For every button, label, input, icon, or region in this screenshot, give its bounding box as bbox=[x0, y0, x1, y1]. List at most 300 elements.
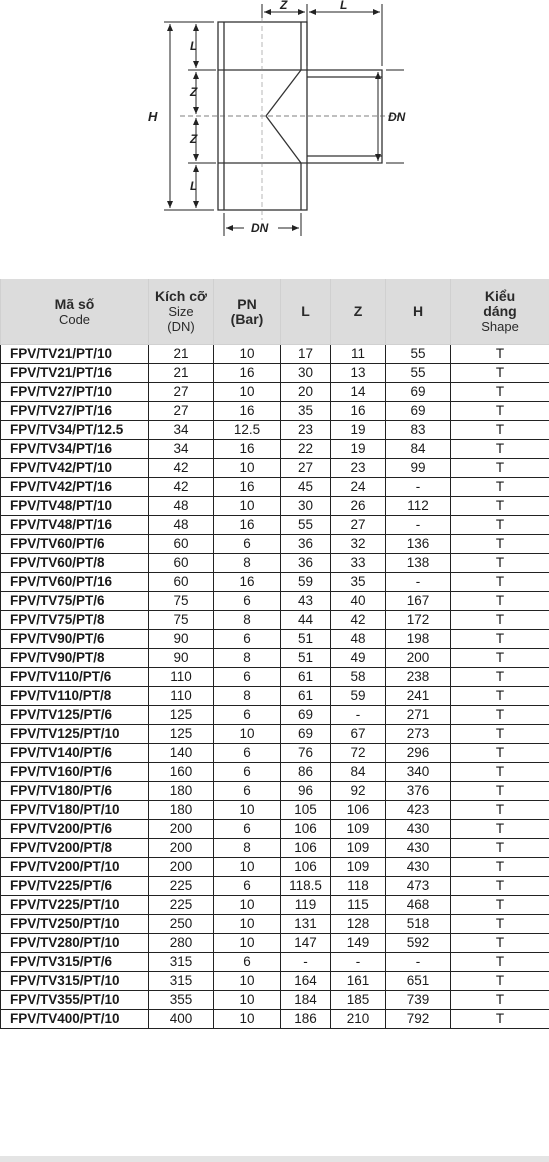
cell-code: FPV/TV42/PT/16 bbox=[1, 478, 149, 497]
cell-h: 792 bbox=[386, 1010, 451, 1029]
cell-shape: T bbox=[451, 687, 549, 706]
cell-h: - bbox=[386, 953, 451, 972]
cell-size: 42 bbox=[149, 459, 214, 478]
table-row bbox=[1, 991, 549, 1010]
cell-l: 51 bbox=[281, 649, 331, 668]
dim-label-z-upper: Z bbox=[190, 85, 198, 99]
cell-z: 24 bbox=[331, 478, 386, 497]
cell-code: FPV/TV125/PT/6 bbox=[1, 706, 149, 725]
cell-pn: 10 bbox=[214, 383, 281, 402]
table-row bbox=[1, 478, 549, 497]
table-row bbox=[1, 858, 549, 877]
cell-code: FPV/TV355/PT/10 bbox=[1, 991, 149, 1010]
cell-code: FPV/TV200/PT/8 bbox=[1, 839, 149, 858]
cell-size: 280 bbox=[149, 934, 214, 953]
cell-pn: 10 bbox=[214, 972, 281, 991]
tee-dimension-diagram bbox=[0, 0, 549, 262]
cell-z: 92 bbox=[331, 782, 386, 801]
cell-z: 40 bbox=[331, 592, 386, 611]
table-row bbox=[1, 915, 549, 934]
cell-z: 14 bbox=[331, 383, 386, 402]
header-size-en: Size bbox=[168, 304, 194, 319]
cell-size: 225 bbox=[149, 877, 214, 896]
cell-shape: T bbox=[451, 554, 549, 573]
cell-l: 86 bbox=[281, 763, 331, 782]
header-shape bbox=[451, 279, 549, 345]
cell-shape: T bbox=[451, 345, 549, 364]
table-row bbox=[1, 592, 549, 611]
cell-l: 147 bbox=[281, 934, 331, 953]
cell-h: 376 bbox=[386, 782, 451, 801]
cell-size: 110 bbox=[149, 687, 214, 706]
cell-pn: 8 bbox=[214, 554, 281, 573]
table-row bbox=[1, 516, 549, 535]
cell-pn: 16 bbox=[214, 478, 281, 497]
cell-h: 167 bbox=[386, 592, 451, 611]
cell-l: 30 bbox=[281, 364, 331, 383]
cell-size: 60 bbox=[149, 554, 214, 573]
table-row bbox=[1, 782, 549, 801]
cell-l: 131 bbox=[281, 915, 331, 934]
cell-z: 106 bbox=[331, 801, 386, 820]
cell-l: 118.5 bbox=[281, 877, 331, 896]
cell-pn: 10 bbox=[214, 896, 281, 915]
cell-h: - bbox=[386, 516, 451, 535]
cell-l: 45 bbox=[281, 478, 331, 497]
cell-z: 49 bbox=[331, 649, 386, 668]
cell-pn: 6 bbox=[214, 535, 281, 554]
cell-code: FPV/TV400/PT/10 bbox=[1, 1010, 149, 1029]
table-row bbox=[1, 744, 549, 763]
cell-l: 36 bbox=[281, 554, 331, 573]
cell-h: 592 bbox=[386, 934, 451, 953]
cell-z: 16 bbox=[331, 402, 386, 421]
cell-shape: T bbox=[451, 440, 549, 459]
dim-label-h: H bbox=[148, 109, 158, 124]
cell-pn: 6 bbox=[214, 953, 281, 972]
header-code-en: Code bbox=[58, 311, 91, 327]
cell-l: 106 bbox=[281, 839, 331, 858]
cell-pn: 6 bbox=[214, 782, 281, 801]
cell-shape: T bbox=[451, 592, 549, 611]
table-row bbox=[1, 345, 549, 364]
cell-pn: 10 bbox=[214, 725, 281, 744]
cell-pn: 10 bbox=[214, 497, 281, 516]
cell-l: 55 bbox=[281, 516, 331, 535]
cell-z: 27 bbox=[331, 516, 386, 535]
cell-l: 23 bbox=[281, 421, 331, 440]
cell-size: 75 bbox=[149, 592, 214, 611]
cell-shape: T bbox=[451, 820, 549, 839]
cell-z: 11 bbox=[331, 345, 386, 364]
cell-h: 172 bbox=[386, 611, 451, 630]
cell-z: 115 bbox=[331, 896, 386, 915]
cell-shape: T bbox=[451, 668, 549, 687]
cell-code: FPV/TV180/PT/6 bbox=[1, 782, 149, 801]
cell-l: 22 bbox=[281, 440, 331, 459]
cell-code: FPV/TV48/PT/16 bbox=[1, 516, 149, 535]
cell-size: 27 bbox=[149, 402, 214, 421]
cell-l: 59 bbox=[281, 573, 331, 592]
cell-h: 200 bbox=[386, 649, 451, 668]
cell-l: 184 bbox=[281, 991, 331, 1010]
dim-label-l-top: L bbox=[190, 39, 198, 53]
cell-shape: T bbox=[451, 383, 549, 402]
cell-code: FPV/TV48/PT/10 bbox=[1, 497, 149, 516]
cell-pn: 6 bbox=[214, 877, 281, 896]
header-h bbox=[386, 279, 451, 345]
table-row bbox=[1, 364, 549, 383]
cell-shape: T bbox=[451, 706, 549, 725]
dim-label-l-right: L bbox=[340, 0, 348, 12]
cell-pn: 6 bbox=[214, 820, 281, 839]
header-shape-vi1: Kiểu bbox=[484, 288, 516, 304]
cell-pn: 8 bbox=[214, 839, 281, 858]
table-row bbox=[1, 820, 549, 839]
cell-pn: 8 bbox=[214, 649, 281, 668]
cell-h: 55 bbox=[386, 345, 451, 364]
cell-shape: T bbox=[451, 801, 549, 820]
cell-h: 55 bbox=[386, 364, 451, 383]
table-row bbox=[1, 421, 549, 440]
cell-pn: 6 bbox=[214, 763, 281, 782]
cell-size: 225 bbox=[149, 896, 214, 915]
cell-shape: T bbox=[451, 972, 549, 991]
cell-pn: 6 bbox=[214, 706, 281, 725]
cell-code: FPV/TV160/PT/6 bbox=[1, 763, 149, 782]
cell-pn: 10 bbox=[214, 915, 281, 934]
cell-h: 430 bbox=[386, 839, 451, 858]
cell-size: 355 bbox=[149, 991, 214, 1010]
cell-pn: 16 bbox=[214, 440, 281, 459]
cell-size: 60 bbox=[149, 535, 214, 554]
cell-shape: T bbox=[451, 630, 549, 649]
cell-pn: 16 bbox=[214, 516, 281, 535]
cell-z: 48 bbox=[331, 630, 386, 649]
cell-l: 36 bbox=[281, 535, 331, 554]
cell-l: 119 bbox=[281, 896, 331, 915]
table-row bbox=[1, 573, 549, 592]
cell-size: 42 bbox=[149, 478, 214, 497]
cell-shape: T bbox=[451, 649, 549, 668]
cell-l: 61 bbox=[281, 668, 331, 687]
cell-size: 200 bbox=[149, 858, 214, 877]
cell-size: 125 bbox=[149, 706, 214, 725]
cell-z: 118 bbox=[331, 877, 386, 896]
cell-l: 69 bbox=[281, 706, 331, 725]
cell-pn: 10 bbox=[214, 858, 281, 877]
cell-l: 76 bbox=[281, 744, 331, 763]
cell-z: - bbox=[331, 706, 386, 725]
cell-z: 26 bbox=[331, 497, 386, 516]
cell-pn: 16 bbox=[214, 364, 281, 383]
cell-pn: 6 bbox=[214, 592, 281, 611]
cell-h: 69 bbox=[386, 383, 451, 402]
cell-pn: 10 bbox=[214, 801, 281, 820]
table-header-row bbox=[1, 279, 549, 345]
cell-h: 430 bbox=[386, 820, 451, 839]
cell-h: 112 bbox=[386, 497, 451, 516]
cell-h: - bbox=[386, 478, 451, 497]
cell-shape: T bbox=[451, 858, 549, 877]
cell-l: 17 bbox=[281, 345, 331, 364]
cell-h: 273 bbox=[386, 725, 451, 744]
cell-size: 315 bbox=[149, 972, 214, 991]
cell-h: 430 bbox=[386, 858, 451, 877]
cell-shape: T bbox=[451, 934, 549, 953]
cell-shape: T bbox=[451, 459, 549, 478]
dim-label-dn-right: DN bbox=[388, 110, 406, 124]
cell-shape: T bbox=[451, 535, 549, 554]
cell-h: 468 bbox=[386, 896, 451, 915]
cell-size: 110 bbox=[149, 668, 214, 687]
cell-size: 60 bbox=[149, 573, 214, 592]
cell-z: 23 bbox=[331, 459, 386, 478]
cell-h: 271 bbox=[386, 706, 451, 725]
cell-shape: T bbox=[451, 839, 549, 858]
cell-code: FPV/TV75/PT/8 bbox=[1, 611, 149, 630]
cell-size: 48 bbox=[149, 516, 214, 535]
cell-size: 90 bbox=[149, 630, 214, 649]
cell-l: - bbox=[281, 953, 331, 972]
cell-pn: 10 bbox=[214, 1010, 281, 1029]
cell-h: 84 bbox=[386, 440, 451, 459]
cell-size: 400 bbox=[149, 1010, 214, 1029]
table-row bbox=[1, 497, 549, 516]
cell-l: 20 bbox=[281, 383, 331, 402]
header-size-vi: Kích cỡ bbox=[155, 288, 207, 304]
header-code bbox=[1, 279, 149, 345]
header-z-label: Z bbox=[353, 303, 363, 319]
cell-code: FPV/TV315/PT/10 bbox=[1, 972, 149, 991]
cell-code: FPV/TV225/PT/10 bbox=[1, 896, 149, 915]
cell-shape: T bbox=[451, 402, 549, 421]
cell-code: FPV/TV34/PT/12.5 bbox=[1, 421, 149, 440]
cell-l: 69 bbox=[281, 725, 331, 744]
dim-label-dn-bottom: DN bbox=[251, 221, 269, 235]
cell-h: 241 bbox=[386, 687, 451, 706]
cell-code: FPV/TV110/PT/6 bbox=[1, 668, 149, 687]
cell-l: 30 bbox=[281, 497, 331, 516]
cell-l: 105 bbox=[281, 801, 331, 820]
cell-pn: 8 bbox=[214, 611, 281, 630]
cell-l: 106 bbox=[281, 820, 331, 839]
cell-z: 84 bbox=[331, 763, 386, 782]
cell-size: 200 bbox=[149, 839, 214, 858]
table-row bbox=[1, 725, 549, 744]
header-pn-label: PN bbox=[237, 295, 257, 312]
table-row bbox=[1, 972, 549, 991]
cell-shape: T bbox=[451, 573, 549, 592]
cell-z: 35 bbox=[331, 573, 386, 592]
cell-pn: 10 bbox=[214, 934, 281, 953]
cell-z: 13 bbox=[331, 364, 386, 383]
cell-size: 75 bbox=[149, 611, 214, 630]
cell-size: 140 bbox=[149, 744, 214, 763]
table-row bbox=[1, 611, 549, 630]
cell-z: 32 bbox=[331, 535, 386, 554]
cell-pn: 6 bbox=[214, 668, 281, 687]
cell-z: 19 bbox=[331, 440, 386, 459]
cell-z: 33 bbox=[331, 554, 386, 573]
cell-code: FPV/TV75/PT/6 bbox=[1, 592, 149, 611]
dim-label-l-bottom: L bbox=[190, 179, 198, 193]
cell-z: 67 bbox=[331, 725, 386, 744]
cell-code: FPV/TV60/PT/8 bbox=[1, 554, 149, 573]
cell-h: 651 bbox=[386, 972, 451, 991]
cell-size: 180 bbox=[149, 801, 214, 820]
header-pn bbox=[214, 279, 281, 345]
table-row bbox=[1, 877, 549, 896]
tee-spec-table bbox=[0, 279, 549, 1029]
cell-code: FPV/TV315/PT/6 bbox=[1, 953, 149, 972]
cell-code: FPV/TV200/PT/6 bbox=[1, 820, 149, 839]
cell-pn: 8 bbox=[214, 687, 281, 706]
cell-h: 138 bbox=[386, 554, 451, 573]
dim-label-z-top: Z bbox=[280, 0, 288, 12]
header-l-label: L bbox=[301, 303, 310, 319]
cell-z: 19 bbox=[331, 421, 386, 440]
cell-h: 473 bbox=[386, 877, 451, 896]
cell-code: FPV/TV90/PT/8 bbox=[1, 649, 149, 668]
cell-code: FPV/TV110/PT/8 bbox=[1, 687, 149, 706]
cell-size: 90 bbox=[149, 649, 214, 668]
cell-code: FPV/TV21/PT/10 bbox=[1, 345, 149, 364]
cell-z: 109 bbox=[331, 820, 386, 839]
cell-code: FPV/TV250/PT/10 bbox=[1, 915, 149, 934]
cell-l: 61 bbox=[281, 687, 331, 706]
cell-z: 72 bbox=[331, 744, 386, 763]
table-row bbox=[1, 896, 549, 915]
cell-code: FPV/TV200/PT/10 bbox=[1, 858, 149, 877]
table-row bbox=[1, 668, 549, 687]
cell-pn: 16 bbox=[214, 573, 281, 592]
cell-code: FPV/TV180/PT/10 bbox=[1, 801, 149, 820]
cell-pn: 6 bbox=[214, 744, 281, 763]
cell-size: 200 bbox=[149, 820, 214, 839]
cell-code: FPV/TV140/PT/6 bbox=[1, 744, 149, 763]
cell-code: FPV/TV225/PT/6 bbox=[1, 877, 149, 896]
cell-size: 315 bbox=[149, 953, 214, 972]
cell-size: 180 bbox=[149, 782, 214, 801]
cell-z: 58 bbox=[331, 668, 386, 687]
cell-l: 51 bbox=[281, 630, 331, 649]
cell-l: 27 bbox=[281, 459, 331, 478]
cell-shape: T bbox=[451, 782, 549, 801]
cell-shape: T bbox=[451, 896, 549, 915]
cell-pn: 6 bbox=[214, 630, 281, 649]
cell-pn: 10 bbox=[214, 991, 281, 1010]
cell-code: FPV/TV34/PT/16 bbox=[1, 440, 149, 459]
cell-h: 99 bbox=[386, 459, 451, 478]
cell-h: - bbox=[386, 573, 451, 592]
cell-z: 185 bbox=[331, 991, 386, 1010]
table-row bbox=[1, 440, 549, 459]
cell-shape: T bbox=[451, 877, 549, 896]
cell-pn: 10 bbox=[214, 345, 281, 364]
header-code-vi: Mã số bbox=[54, 295, 95, 312]
cell-h: 69 bbox=[386, 402, 451, 421]
cell-h: 296 bbox=[386, 744, 451, 763]
cell-code: FPV/TV125/PT/10 bbox=[1, 725, 149, 744]
cell-h: 238 bbox=[386, 668, 451, 687]
cell-shape: T bbox=[451, 915, 549, 934]
header-pn-unit: (Bar) bbox=[230, 310, 264, 327]
cell-size: 34 bbox=[149, 421, 214, 440]
cell-size: 21 bbox=[149, 364, 214, 383]
table-row bbox=[1, 763, 549, 782]
cell-size: 250 bbox=[149, 915, 214, 934]
cell-size: 27 bbox=[149, 383, 214, 402]
cell-shape: T bbox=[451, 991, 549, 1010]
cell-pn: 16 bbox=[214, 402, 281, 421]
cell-code: FPV/TV42/PT/10 bbox=[1, 459, 149, 478]
table-row bbox=[1, 801, 549, 820]
table-row bbox=[1, 839, 549, 858]
cell-size: 21 bbox=[149, 345, 214, 364]
cell-shape: T bbox=[451, 953, 549, 972]
table-row bbox=[1, 649, 549, 668]
cell-code: FPV/TV280/PT/10 bbox=[1, 934, 149, 953]
table-row bbox=[1, 687, 549, 706]
cell-code: FPV/TV27/PT/16 bbox=[1, 402, 149, 421]
cell-z: 149 bbox=[331, 934, 386, 953]
cell-size: 125 bbox=[149, 725, 214, 744]
table-row bbox=[1, 706, 549, 725]
header-z bbox=[331, 279, 386, 345]
cell-code: FPV/TV90/PT/6 bbox=[1, 630, 149, 649]
cell-shape: T bbox=[451, 725, 549, 744]
cell-z: 109 bbox=[331, 839, 386, 858]
cell-shape: T bbox=[451, 364, 549, 383]
bottom-band bbox=[0, 1156, 549, 1162]
cell-code: FPV/TV60/PT/16 bbox=[1, 573, 149, 592]
cell-h: 136 bbox=[386, 535, 451, 554]
table-row bbox=[1, 535, 549, 554]
cell-h: 83 bbox=[386, 421, 451, 440]
cell-z: 42 bbox=[331, 611, 386, 630]
cell-l: 106 bbox=[281, 858, 331, 877]
cell-l: 96 bbox=[281, 782, 331, 801]
cell-l: 35 bbox=[281, 402, 331, 421]
cell-shape: T bbox=[451, 421, 549, 440]
table-row bbox=[1, 630, 549, 649]
table-row bbox=[1, 934, 549, 953]
cell-h: 340 bbox=[386, 763, 451, 782]
table-row bbox=[1, 554, 549, 573]
cell-z: 128 bbox=[331, 915, 386, 934]
cell-z: 109 bbox=[331, 858, 386, 877]
cell-size: 34 bbox=[149, 440, 214, 459]
table-row bbox=[1, 953, 549, 972]
cell-h: 739 bbox=[386, 991, 451, 1010]
cell-l: 186 bbox=[281, 1010, 331, 1029]
cell-shape: T bbox=[451, 497, 549, 516]
cell-shape: T bbox=[451, 763, 549, 782]
header-size-unit: (DN) bbox=[167, 319, 195, 334]
cell-z: 210 bbox=[331, 1010, 386, 1029]
table-row bbox=[1, 383, 549, 402]
cell-code: FPV/TV21/PT/16 bbox=[1, 364, 149, 383]
cell-shape: T bbox=[451, 516, 549, 535]
cell-shape: T bbox=[451, 744, 549, 763]
cell-h: 518 bbox=[386, 915, 451, 934]
cell-shape: T bbox=[451, 1010, 549, 1029]
table-body bbox=[1, 345, 549, 1029]
cell-l: 164 bbox=[281, 972, 331, 991]
header-h-label: H bbox=[412, 303, 424, 319]
cell-code: FPV/TV60/PT/6 bbox=[1, 535, 149, 554]
